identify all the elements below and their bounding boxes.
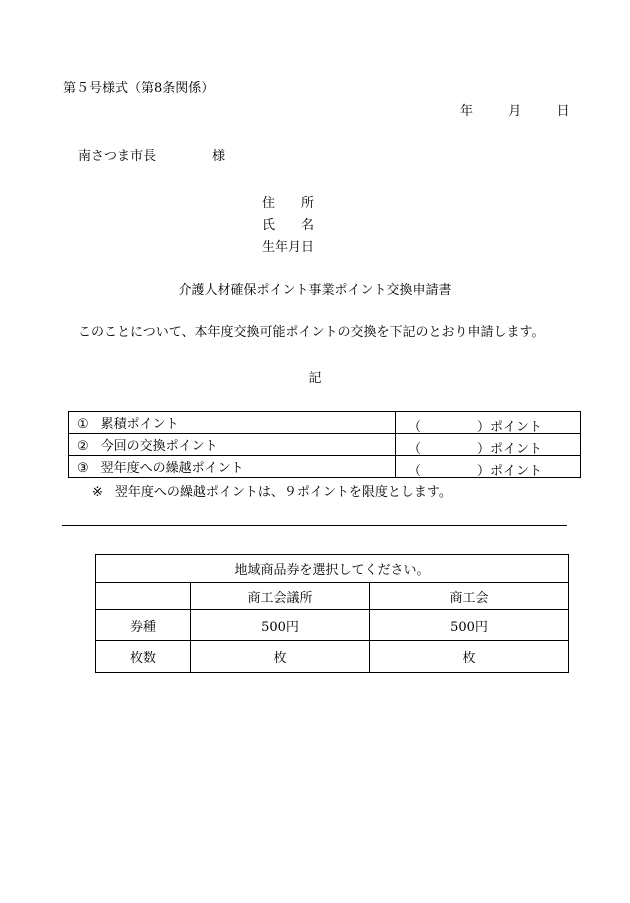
table-row bbox=[69, 434, 581, 456]
table-row bbox=[96, 610, 569, 641]
row-label: 今回の交換ポイント bbox=[100, 439, 218, 454]
row-label: 翌年度への繰越ポイント bbox=[100, 461, 244, 476]
note-text: 翌年度への繰越ポイントは、９ポイントを限度とします。 bbox=[114, 485, 452, 500]
open-paren: （ bbox=[408, 442, 422, 457]
points-label-cell bbox=[69, 412, 396, 434]
voucher-col-society[interactable]: 商工会 bbox=[370, 583, 569, 610]
document-title: 介護人材確保ポイント事業ポイント交換申請書 bbox=[178, 283, 452, 298]
voucher-caption: 地域商品券を選択してください。 bbox=[96, 555, 569, 583]
table-row bbox=[69, 412, 581, 434]
voucher-type-society: 500円 bbox=[370, 610, 569, 641]
voucher-type-chamber: 500円 bbox=[191, 610, 370, 641]
date-year-label: 年 bbox=[460, 104, 474, 119]
points-value-cell[interactable] bbox=[396, 434, 581, 456]
points-unit: ）ポイント bbox=[477, 442, 543, 457]
voucher-count-label: 枚数 bbox=[96, 641, 191, 673]
ki-heading: 記 bbox=[308, 371, 322, 386]
row-number: ① bbox=[77, 417, 89, 432]
voucher-count-society[interactable]: 枚 bbox=[370, 641, 569, 673]
birthdate-label: 生年月日 bbox=[262, 240, 315, 255]
row-number: ② bbox=[77, 439, 89, 454]
table-row bbox=[96, 583, 569, 610]
date-month-label: 月 bbox=[508, 104, 522, 119]
table-row bbox=[69, 456, 581, 478]
addressee bbox=[78, 150, 225, 163]
points-value-cell[interactable] bbox=[396, 456, 581, 478]
points-unit: ）ポイント bbox=[477, 464, 543, 479]
row-number: ③ bbox=[77, 461, 89, 476]
voucher-table bbox=[95, 554, 569, 673]
table-row bbox=[96, 555, 569, 583]
note bbox=[92, 486, 452, 499]
points-unit: ）ポイント bbox=[477, 420, 543, 435]
body-text: このことについて、本年度交換可能ポイントの交換を下記のとおり申請します。 bbox=[78, 325, 545, 340]
name-label: 氏 名 bbox=[262, 218, 315, 233]
address-label: 住 所 bbox=[262, 196, 315, 211]
row-label: 累積ポイント bbox=[100, 417, 179, 432]
date-line bbox=[460, 105, 570, 118]
addressee-honorific: 様 bbox=[212, 149, 226, 164]
applicant-block bbox=[262, 193, 314, 259]
points-value-cell[interactable] bbox=[396, 412, 581, 434]
voucher-type-label: 券種 bbox=[96, 610, 191, 641]
separator-line bbox=[62, 525, 567, 526]
voucher-col-chamber[interactable]: 商工会議所 bbox=[191, 583, 370, 610]
form-number: 第５号様式（第8条関係） bbox=[63, 81, 215, 96]
voucher-count-chamber[interactable]: 枚 bbox=[191, 641, 370, 673]
table-row bbox=[96, 641, 569, 673]
open-paren: （ bbox=[408, 464, 422, 479]
open-paren: （ bbox=[408, 420, 422, 435]
note-mark: ※ bbox=[92, 485, 103, 500]
date-day-label: 日 bbox=[556, 104, 570, 119]
addressee-name: 南さつま市長 bbox=[78, 149, 157, 164]
points-table bbox=[68, 411, 581, 478]
empty-cell bbox=[96, 583, 191, 610]
points-label-cell bbox=[69, 434, 396, 456]
points-label-cell bbox=[69, 456, 396, 478]
